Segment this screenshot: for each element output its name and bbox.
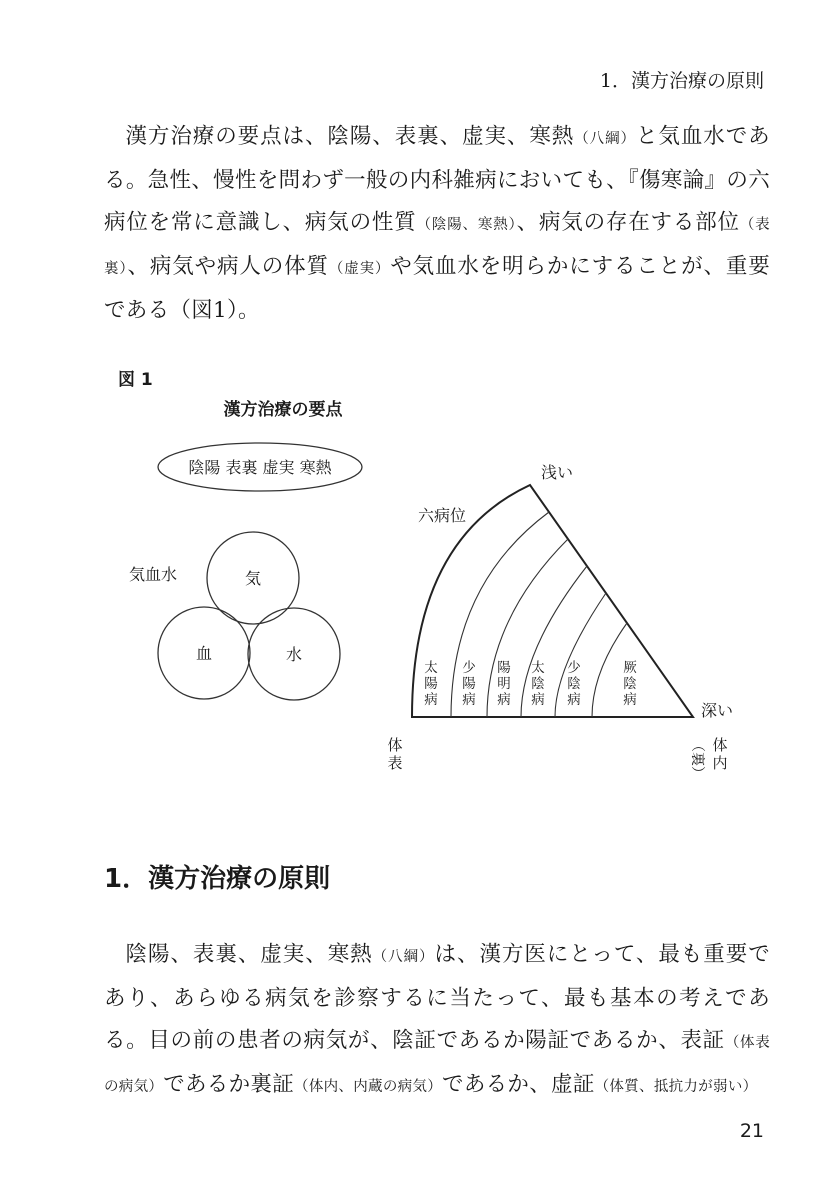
section-text-3: であるか裏証 [163, 1072, 295, 1097]
stage-1-char-3: 病 [424, 692, 438, 708]
stage-2-char-3: 病 [462, 692, 476, 708]
stage-3-char-1: 陽 [497, 660, 511, 676]
section-text-4: であるか、虚証 [442, 1072, 595, 1097]
section-text-1: 陰陽、表裏、虚実、寒熱 [125, 942, 373, 967]
running-head: 1．漢方治療の原則 [599, 70, 764, 92]
kiketsusui-label: 気血水 [129, 565, 178, 584]
rokubyoi-label: 六病位 [418, 506, 467, 525]
intro-text-5: や気血水を明らかにすることが、重要である（図1）。 [104, 254, 771, 323]
page-number: 21 [739, 1120, 764, 1142]
section-text-2: は、漢方医にとって、最も重要であり、あらゆる病気を診察するに当たって、最も基本の考えである。目の前の患者の病気が、陰証であるか陽証であるか、表証 [104, 942, 770, 1053]
stage-1-char-1: 太 [424, 660, 438, 676]
stage-5-char-2: 陰 [567, 676, 581, 692]
circle-ketsu [158, 607, 250, 699]
section-note-1: （八綱） [372, 949, 435, 965]
section-note-3: （体内、内蔵の病気） [294, 1079, 443, 1095]
ellipse-text: 陰陽 表裏 虚実 寒熱 [188, 458, 332, 477]
interior-char-1: 体 [712, 736, 728, 754]
section-note-2: （体表の病気） [104, 1035, 771, 1095]
stage-3-char-2: 明 [497, 676, 511, 692]
stage-5-char-3: 病 [567, 692, 581, 708]
intro-note-4: （虚実） [328, 261, 391, 277]
intro-note-1: （八綱） [574, 131, 636, 147]
stage-1-char-2: 陽 [424, 676, 438, 692]
arc-1 [451, 512, 549, 717]
circle-ki-label: 気 [244, 569, 262, 588]
section-paragraph [104, 934, 770, 1108]
intro-note-2: （陰陽、寒熱） [416, 217, 517, 233]
figure-title: 漢方治療の要点 [223, 400, 343, 420]
figure-label: 図 1 [118, 370, 153, 390]
intro-note-3: （表裏） [104, 217, 770, 277]
stage-4-char-2: 陰 [531, 676, 545, 692]
stage-5-char-1: 少 [567, 660, 581, 676]
surface-char-1: 体 [387, 736, 403, 754]
arc-3 [521, 566, 587, 717]
intro-text-2: と気血水である。急性、慢性を問わず一般の内科雑病においても、『傷寒論』の六病位を常に意識し、病気の性質 [104, 124, 770, 235]
stage-2-char-2: 陽 [462, 676, 476, 692]
section-note-4: （体質、抵抗力が弱い） [594, 1079, 758, 1095]
intro-paragraph [104, 116, 770, 332]
intro-text-4: 、病気や病人の体質 [127, 254, 329, 279]
stage-6-char-3: 病 [623, 692, 637, 708]
interior-paren: （裏） [689, 738, 705, 780]
stage-2-char-1: 少 [462, 660, 476, 676]
section-title: 1．漢方治療の原則 [104, 864, 331, 894]
stage-4-char-1: 太 [531, 660, 545, 676]
arc-5 [592, 623, 627, 717]
intro-text-1: 漢方治療の要点は、陰陽、表裏、虚実、寒熱 [125, 124, 575, 149]
interior-char-2: 内 [712, 754, 728, 772]
surface-char-2: 表 [387, 754, 403, 772]
circle-sui [248, 608, 340, 700]
stage-6-char-2: 陰 [623, 676, 637, 692]
arc-4 [555, 593, 606, 717]
stage-6-char-1: 厥 [623, 660, 637, 676]
deep-label: 深い [701, 701, 734, 720]
circle-ketsu-label: 血 [195, 644, 213, 663]
stage-labels [424, 659, 637, 708]
circle-ki [207, 532, 299, 624]
stage-4-char-3: 病 [531, 692, 545, 708]
shallow-label: 浅い [541, 463, 574, 482]
arc-2 [487, 539, 568, 717]
stage-3-char-3: 病 [497, 692, 511, 708]
rokubyoi-diagram [412, 485, 693, 717]
sector-outline [412, 485, 693, 717]
intro-text-3: 、病気の存在する部位 [516, 210, 740, 235]
circle-sui-label: 水 [285, 645, 303, 664]
yoten-ellipse [158, 443, 362, 491]
